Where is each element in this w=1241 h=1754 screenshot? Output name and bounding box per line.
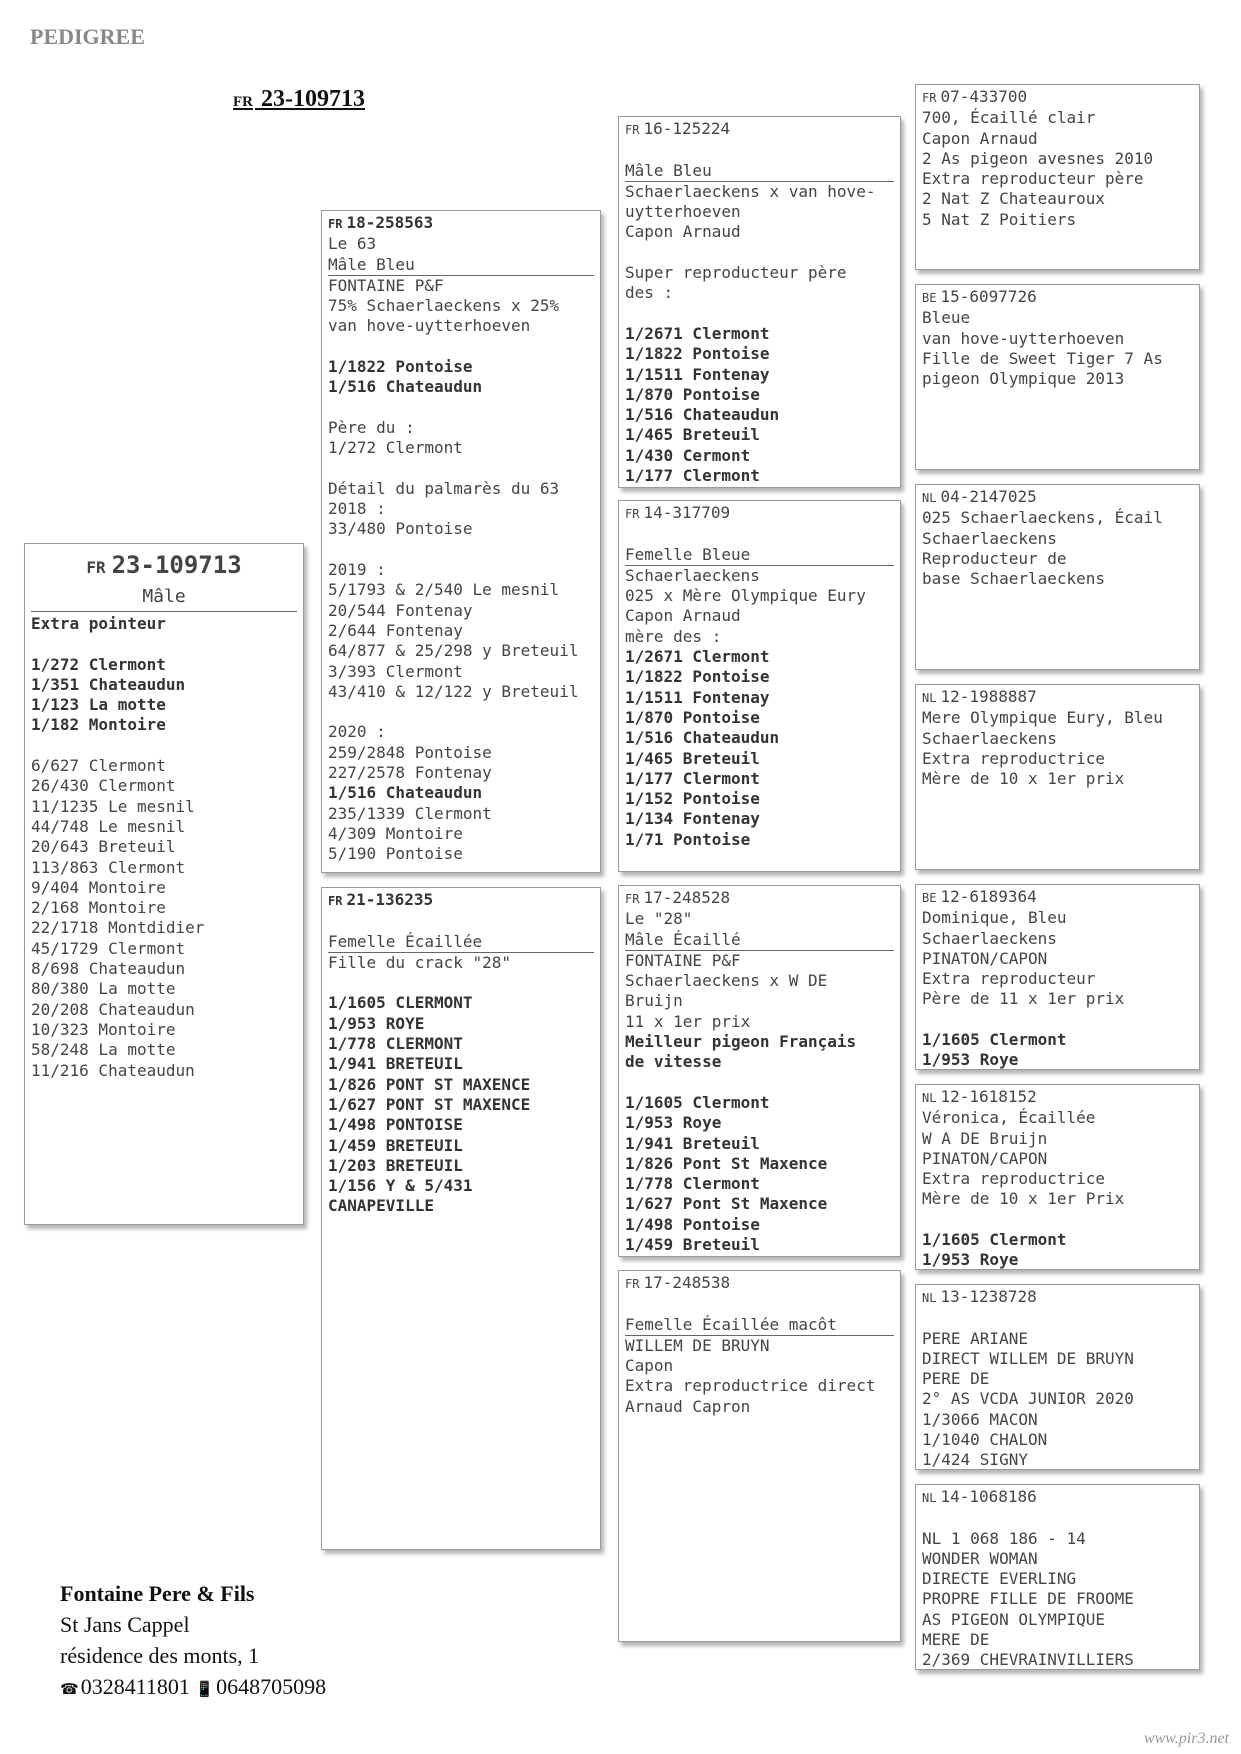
pedigree-line: 025 x Mère Olympique Eury <box>625 586 866 606</box>
pedigree-line: 1/203 BRETEUIL <box>328 1155 463 1175</box>
ring-value: 18-258563 <box>346 213 434 232</box>
pedigree-line: mère des : <box>625 626 722 646</box>
pedigree-line: 1/272 Clermont <box>328 438 463 458</box>
pedigree-line: 113/863 Clermont <box>31 857 186 877</box>
watermark: www.pir3.net <box>1143 1730 1229 1747</box>
pedigree-line: Capon Arnaud <box>625 222 741 242</box>
pedigree-line: 6/627 Clermont <box>31 756 166 776</box>
pedigree-line: 1/953 ROYE <box>328 1013 425 1033</box>
ring-number[interactable] <box>625 119 894 140</box>
pedigree-line: 1/870 Pontoise <box>625 384 760 404</box>
pedigree-line <box>625 304 894 324</box>
ring-value: 14-317709 <box>643 503 731 522</box>
pedigree-line: 2/644 Fontenay <box>328 620 463 640</box>
pedigree-line: 1/826 Pont St Maxence <box>625 1153 828 1173</box>
ring-country: FR <box>328 894 343 908</box>
pedigree-line: Capon <box>625 1356 674 1376</box>
pedigree-line: 227/2578 Fontenay <box>328 763 492 783</box>
ring-value: 16-125224 <box>643 119 731 138</box>
pedigree-line <box>922 1010 1193 1030</box>
pedigree-line <box>328 540 594 560</box>
pedigree-line: 1/778 Clermont <box>625 1174 760 1194</box>
pedigree-line: Mère de 10 x 1er prix <box>922 769 1125 789</box>
owner-info <box>60 1578 326 1706</box>
pedigree-line <box>328 911 594 931</box>
ggp-card <box>915 884 1200 1070</box>
pedigree-line: Fille de Sweet Tiger 7 As <box>922 348 1163 368</box>
pedigree-line: 1/778 CLERMONT <box>328 1034 463 1054</box>
card-lines <box>625 1336 894 1417</box>
pedigree-line: 4/309 Montoire <box>328 823 463 843</box>
ring-number[interactable] <box>625 1273 894 1294</box>
pedigree-line: 3/393 Clermont <box>328 661 463 681</box>
pedigree-line: Mâle Bleu <box>625 160 712 180</box>
pedigree-line: Reproducteur de <box>922 548 1067 568</box>
pedigree-line: 22/1718 Montdidier <box>31 918 205 938</box>
pedigree-line: 1/953 Roye <box>922 1250 1019 1270</box>
granddam-maternal-card <box>618 1270 901 1642</box>
pedigree-line: PERE ARIANE <box>922 1328 1028 1348</box>
ring-number[interactable] <box>922 87 1193 108</box>
pedigree-line: 2 As pigeon avesnes 2010 <box>922 148 1154 168</box>
pedigree-line: 1/459 BRETEUIL <box>328 1135 463 1155</box>
ring-number[interactable] <box>328 213 594 234</box>
pedigree-line: 1/516 Chateaudun <box>625 405 780 425</box>
ggp-card <box>915 284 1200 470</box>
subject-ring-number: 23-109713 <box>261 86 365 112</box>
ring-value: 17-248528 <box>643 888 731 907</box>
ggp-card <box>915 484 1200 670</box>
pedigree-line: Mere Olympique Eury, Bleu <box>922 708 1163 728</box>
ring-country: FR <box>625 507 640 521</box>
pedigree-line: Père du : <box>328 417 415 437</box>
ring-number[interactable] <box>922 287 1193 308</box>
phone-icon: ☎ <box>60 1682 79 1698</box>
ring-country: NL <box>922 491 937 505</box>
pedigree-line <box>328 398 594 418</box>
pedigree-line: 1/870 Pontoise <box>625 707 760 727</box>
pedigree-line: Mâle Écaillé <box>625 929 741 949</box>
pedigree-line: Femelle Écaillée macôt <box>625 1314 837 1334</box>
card-lines <box>922 1508 1193 1670</box>
pedigree-line: 2° AS VCDA JUNIOR 2020 <box>922 1389 1134 1409</box>
ring-country: BE <box>922 291 937 305</box>
card-header <box>625 1294 894 1336</box>
pedigree-line: 1/465 Breteuil <box>625 748 760 768</box>
pedigree-line: des : <box>625 283 674 303</box>
card-header <box>328 911 594 953</box>
pedigree-line: Fille du crack "28" <box>328 952 512 972</box>
pedigree-line: WONDER WOMAN <box>922 1548 1038 1568</box>
pedigree-line: 1/627 Pont St Maxence <box>625 1194 828 1214</box>
pedigree-line: 2019 : <box>328 560 386 580</box>
pedigree-line: 5/1793 & 2/540 Le mesnil <box>328 580 560 600</box>
pedigree-line: 9/404 Montoire <box>31 877 166 897</box>
pedigree-line: Mâle Bleu <box>328 254 415 274</box>
pedigree-line <box>922 1210 1193 1230</box>
pedigree-line: 2020 : <box>328 722 386 742</box>
ring-country: NL <box>922 1491 937 1505</box>
pedigree-line: 1/1822 Pontoise <box>625 667 770 687</box>
pedigree-line: 1/152 Pontoise <box>625 789 760 809</box>
pedigree-line: 1/1605 CLERMONT <box>328 993 473 1013</box>
ring-country: NL <box>922 691 937 705</box>
ring-value: 07-433700 <box>940 87 1028 106</box>
subject-ring-country: FR <box>233 94 253 110</box>
pedigree-line: PROPRE FILLE DE FROOME <box>922 1589 1134 1609</box>
pedigree-line: 58/248 La motte <box>31 1040 176 1060</box>
ring-number[interactable] <box>922 1487 1193 1508</box>
pedigree-line: 45/1729 Clermont <box>31 938 186 958</box>
pedigree-line: 44/748 Le mesnil <box>31 816 186 836</box>
pedigree-line: 1/177 Clermont <box>625 466 760 486</box>
pedigree-line: 1/182 Montoire <box>31 715 166 735</box>
ring-value: 14-1068186 <box>940 1487 1037 1506</box>
pedigree-line: 700, Écaillé clair <box>922 108 1096 128</box>
ring-country: NL <box>922 1291 937 1305</box>
grandsire-maternal-card <box>618 885 901 1257</box>
card-lines <box>328 953 594 1217</box>
ring-number[interactable] <box>922 887 1193 908</box>
pedigree-line: PERE DE <box>922 1369 990 1389</box>
pedigree-line: 1/430 Cermont <box>625 445 751 465</box>
pedigree-line: 1/123 La motte <box>31 695 166 715</box>
owner-phones <box>60 1671 326 1706</box>
pedigree-line: DIRECT WILLEM DE BRUYN <box>922 1348 1134 1368</box>
ggp-card <box>915 84 1200 270</box>
pedigree-line: 8/698 Chateaudun <box>31 959 186 979</box>
pedigree-line: Extra pointeur <box>31 614 166 633</box>
pedigree-line: van hove-uytterhoeven <box>922 328 1125 348</box>
card-lines <box>922 108 1193 230</box>
pedigree-line: 1/156 Y & 5/431 <box>328 1176 473 1196</box>
page-title: PEDIGREE <box>30 24 145 49</box>
pedigree-line <box>31 634 297 654</box>
pedigree-line: 1/1822 Pontoise <box>328 357 473 377</box>
pedigree-line: 1/2671 Clermont <box>625 647 770 667</box>
pedigree-line <box>922 1308 1193 1328</box>
pedigree-line: 1/516 Chateaudun <box>625 728 780 748</box>
owner-city: St Jans Cappel <box>60 1612 190 1637</box>
grandsire-paternal-card <box>618 116 901 488</box>
pedigree-line: 2018 : <box>328 499 386 519</box>
pedigree-line <box>328 337 594 357</box>
card-lines <box>922 708 1193 789</box>
pedigree-line: 43/410 & 12/122 y Breteuil <box>328 681 579 701</box>
pedigree-line: Femelle Écaillée <box>328 931 483 951</box>
pedigree-line: 20/208 Chateaudun <box>31 999 195 1019</box>
ring-number[interactable] <box>922 1087 1193 1108</box>
pedigree-line: 75% Schaerlaeckens x 25% <box>328 296 560 316</box>
granddam-paternal-card <box>618 500 901 872</box>
ring-value: 15-6097726 <box>940 287 1037 306</box>
pedigree-line <box>922 1508 1193 1528</box>
pedigree-line: MERE DE <box>922 1630 990 1650</box>
ring-value: 12-1988887 <box>940 687 1037 706</box>
pedigree-line: base Schaerlaeckens <box>922 569 1106 589</box>
ring-number[interactable] <box>328 890 594 911</box>
pedigree-line: 2/168 Montoire <box>31 898 166 918</box>
pedigree-line: 025 Schaerlaeckens, Écail <box>922 508 1163 528</box>
card-lines <box>625 566 894 850</box>
pedigree-line: 1/177 Clermont <box>625 768 760 788</box>
pedigree-line: 1/272 Clermont <box>31 654 166 674</box>
pedigree-line: 2/369 CHEVRAINVILLIERS <box>922 1650 1134 1670</box>
sire-card <box>321 210 601 873</box>
ring-country: BE <box>922 891 937 905</box>
pedigree-line: Schaerlaeckens <box>922 928 1057 948</box>
dam-card <box>321 887 601 1550</box>
subject-ring-number-label: 23-109713 <box>111 551 242 579</box>
ring-country: FR <box>625 892 640 906</box>
pedigree-line: 1/459 Breteuil <box>625 1235 760 1255</box>
ring-value: 12-1618152 <box>940 1087 1037 1106</box>
ring-number[interactable] <box>922 487 1193 508</box>
pedigree-line: uytterhoeven <box>625 202 741 222</box>
pedigree-line: Extra reproductrice <box>922 1169 1106 1189</box>
ggp-card <box>915 684 1200 870</box>
ring-value: 17-248538 <box>643 1273 731 1292</box>
pedigree-line: 1/941 BRETEUIL <box>328 1054 463 1074</box>
ring-value: 13-1238728 <box>940 1287 1037 1306</box>
pedigree-line: 1/627 PONT ST MAXENCE <box>328 1094 531 1114</box>
pedigree-line: 11/1235 Le mesnil <box>31 796 195 816</box>
pedigree-line: 259/2848 Pontoise <box>328 742 492 762</box>
pedigree-line: CANAPEVILLE <box>328 1196 434 1216</box>
pedigree-line: 1/1511 Fontenay <box>625 364 770 384</box>
ring-number[interactable] <box>922 687 1193 708</box>
pedigree-line: Capon Arnaud <box>625 606 741 626</box>
pedigree-line: 235/1339 Clermont <box>328 803 492 823</box>
pedigree-line: 1/1040 CHALON <box>922 1430 1048 1450</box>
pedigree-line: 1/71 Pontoise <box>625 829 751 849</box>
pedigree-line: Meilleur pigeon Français <box>625 1032 857 1052</box>
mobile-icon: 📱 <box>195 1682 215 1698</box>
ring-value: 21-136235 <box>346 890 434 909</box>
pedigree-line <box>625 140 894 160</box>
pedigree-line: Bleue <box>922 308 971 328</box>
owner-mobile[interactable]: 0648705098 <box>216 1674 327 1699</box>
pedigree-line: 1/424 SIGNY <box>922 1450 1028 1470</box>
card-header <box>625 909 894 951</box>
ring-country: NL <box>922 1091 937 1105</box>
pedigree-line: 1/498 PONTOISE <box>328 1115 463 1135</box>
pedigree-line: Schaerlaeckens <box>922 528 1057 548</box>
pedigree-line: Arnaud Capron <box>625 1396 751 1416</box>
pedigree-line: 1/953 Roye <box>922 1050 1019 1070</box>
owner-phone[interactable]: 0328411801 <box>80 1674 190 1699</box>
card-lines <box>922 1308 1193 1470</box>
pedigree-line: 1/953 Roye <box>625 1113 722 1133</box>
subject-performance-list <box>31 614 297 1081</box>
pedigree-line: WILLEM DE BRUYN <box>625 1335 770 1355</box>
pedigree-line: Capon Arnaud <box>922 128 1038 148</box>
pedigree-line: 1/134 Fontenay <box>625 809 760 829</box>
pedigree-line: 1/1822 Pontoise <box>625 344 770 364</box>
pedigree-line: 1/826 PONT ST MAXENCE <box>328 1074 531 1094</box>
pedigree-line: 1/465 Breteuil <box>625 425 760 445</box>
pedigree-line: 5 Nat Z Poitiers <box>922 209 1077 229</box>
pedigree-line: 11/216 Chateaudun <box>31 1060 195 1080</box>
pedigree-line <box>625 243 894 263</box>
pedigree-line: PINATON/CAPON <box>922 1148 1048 1168</box>
ring-number[interactable] <box>625 888 894 909</box>
pedigree-line: 20/643 Breteuil <box>31 837 176 857</box>
ring-country: FR <box>922 91 937 105</box>
pedigree-line: Détail du palmarès du 63 <box>328 478 560 498</box>
pedigree-line <box>328 459 594 479</box>
pedigree-line: van hove-uytterhoeven <box>328 316 531 336</box>
pedigree-line: Super reproducteur père <box>625 263 847 283</box>
card-header <box>328 234 594 276</box>
pedigree-line: pigeon Olympique 2013 <box>922 369 1125 389</box>
card-header <box>625 140 894 182</box>
subject-country: FR <box>86 558 106 577</box>
pedigree-line: W A DE Bruijn <box>922 1128 1048 1148</box>
pedigree-line: 1/1605 Clermont <box>922 1230 1067 1250</box>
pedigree-line: FONTAINE P&F <box>625 950 741 970</box>
card-lines <box>922 908 1193 1070</box>
pedigree-line: Extra reproducteur père <box>922 169 1144 189</box>
card-lines <box>922 508 1193 589</box>
pedigree-line: 11 x 1er prix <box>625 1011 751 1031</box>
card-lines <box>625 182 894 486</box>
pedigree-line: 1/516 Chateaudun <box>328 377 483 397</box>
pedigree-line: DIRECTE EVERLING <box>922 1569 1077 1589</box>
pedigree-line: PINATON/CAPON <box>922 948 1048 968</box>
ring-value: 12-6189364 <box>940 887 1037 906</box>
pedigree-line: Schaerlaeckens x W DE <box>625 971 828 991</box>
pedigree-line: de vitesse <box>625 1052 722 1072</box>
pedigree-line: 1/2671 Clermont <box>625 323 770 343</box>
pedigree-line: AS PIGEON OLYMPIQUE <box>922 1609 1106 1629</box>
pedigree-line: 1/941 Breteuil <box>625 1133 760 1153</box>
pedigree-line: 64/877 & 25/298 y Breteuil <box>328 641 579 661</box>
pedigree-line: 1/498 Pontoise <box>625 1214 760 1234</box>
ring-country: FR <box>625 123 640 137</box>
pedigree-line: Père de 11 x 1er prix <box>922 989 1125 1009</box>
pedigree-line <box>328 973 594 993</box>
pedigree-line: 1/351 Chateaudun <box>31 674 186 694</box>
ring-country: FR <box>625 1277 640 1291</box>
pedigree-line <box>625 524 894 544</box>
pedigree-line: Dominique, Bleu <box>922 908 1067 928</box>
pedigree-line: Le 63 <box>328 234 377 254</box>
pedigree-line: 20/544 Fontenay <box>328 600 473 620</box>
pedigree-line <box>328 702 594 722</box>
pedigree-line: 1/3066 MACON <box>922 1409 1038 1429</box>
pedigree-line: Bruijn <box>625 991 683 1011</box>
pedigree-line: Schaerlaeckens x van hove- <box>625 181 876 201</box>
card-lines <box>625 951 894 1255</box>
card-lines <box>922 1108 1193 1270</box>
pedigree-line: Schaerlaeckens <box>922 728 1057 748</box>
subject-sex: Mâle <box>31 583 297 612</box>
pedigree-line: Extra reproducteur <box>922 969 1096 989</box>
subject-ring-link[interactable] <box>233 86 365 113</box>
pedigree-line: Femelle Bleue <box>625 544 751 564</box>
pedigree-line: Le "28" <box>625 909 693 929</box>
ggp-card <box>915 1084 1200 1270</box>
pedigree-line: 1/1511 Fontenay <box>625 687 770 707</box>
card-header <box>625 524 894 566</box>
pedigree-line: NL 1 068 186 - 14 <box>922 1528 1086 1548</box>
subject-card <box>24 543 304 1225</box>
owner-name: Fontaine Pere & Fils <box>60 1581 255 1606</box>
pedigree-line <box>625 1294 894 1314</box>
pedigree-line: 2 Nat Z Chateauroux <box>922 189 1106 209</box>
subject-ring <box>31 550 297 583</box>
pedigree-line: Schaerlaeckens <box>625 565 760 585</box>
ring-number[interactable] <box>625 503 894 524</box>
ring-number[interactable] <box>922 1287 1193 1308</box>
ggp-card <box>915 1484 1200 1670</box>
pedigree-line: 26/430 Clermont <box>31 776 176 796</box>
pedigree-line <box>31 736 297 756</box>
owner-address: résidence des monts, 1 <box>60 1643 260 1668</box>
pedigree-line <box>625 1073 894 1093</box>
pedigree-line: FONTAINE P&F <box>328 275 444 295</box>
pedigree-line: 10/323 Montoire <box>31 1019 176 1039</box>
ring-value: 04-2147025 <box>940 487 1037 506</box>
pedigree-line: 80/380 La motte <box>31 979 176 999</box>
card-lines <box>922 308 1193 389</box>
pedigree-line: 1/1605 Clermont <box>922 1030 1067 1050</box>
pedigree-line: 5/190 Pontoise <box>328 844 463 864</box>
ggp-card <box>915 1284 1200 1470</box>
pedigree-line: Mère de 10 x 1er Prix <box>922 1189 1125 1209</box>
pedigree-line: 1/516 Chateaudun <box>328 783 483 803</box>
pedigree-line: Extra reproductrice direct <box>625 1376 876 1396</box>
ring-country: FR <box>328 217 343 231</box>
card-lines <box>328 276 594 865</box>
pedigree-line: 33/480 Pontoise <box>328 519 473 539</box>
pedigree-line: Extra reproductrice <box>922 748 1106 768</box>
pedigree-line: 1/1605 Clermont <box>625 1092 770 1112</box>
pedigree-line: Véronica, Écaillée <box>922 1108 1096 1128</box>
